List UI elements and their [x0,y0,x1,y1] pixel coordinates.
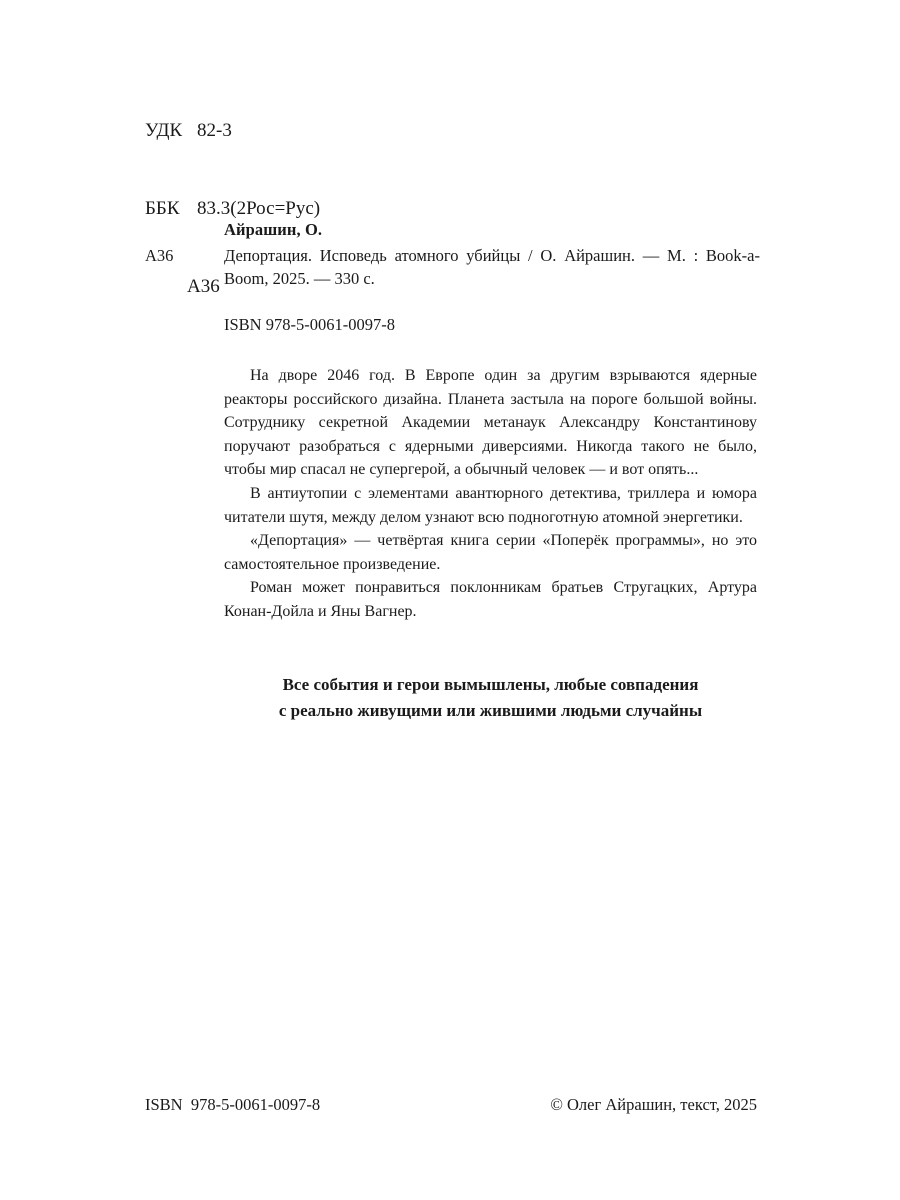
udk-value: 82-3 [197,120,232,141]
annotation-paragraph: На дворе 2046 год. В Европе один за другим взрываются ядерные реакторы российского дизайна. Планета застыла на пороге большой войны. Сотруднику секретной Академии метанаук Александру Константинову поручают разобраться с ядерными диверсиями. Никогда такого не было, чтобы мир спасал не супергерой, а обычный человек — и вот опять... [224,367,757,479]
bibliographic-record [145,218,760,336]
biblio-description: Депортация. Исповедь атомного убийцы / О. Айрашин. — М. : Book-a-Boom, 2025. — 330 с. [224,245,760,288]
disclaimer-line-2: с реально живущими или жившими людьми случайны [278,701,703,720]
annotation-block [224,364,757,624]
page-footer [145,1094,757,1116]
fiction-disclaimer [224,672,757,724]
annotation-paragraph: Роман может понравиться поклонникам братьев Стругацких, Артура Конан-Дойла и Яны Вагнер. [224,579,757,620]
biblio-isbn: ISBN 978-5-0061-0097-8 [224,314,395,334]
disclaimer-line-1: Все события и герои вымышлены, любые совпадения [282,675,699,694]
biblio-author: Айрашин, О. [224,220,323,239]
footer-copyright: © Олег Айрашин, текст, 2025 [550,1095,757,1114]
annotation-paragraph: «Депортация» — четвёртая книга серии «Поперёк программы», но это самостоятельное произведение. [224,532,757,573]
udk-line [145,118,320,144]
author-sign: А36 [187,276,220,297]
bbk-value: 83.3(2Рос=Рус) [197,198,321,219]
annotation-paragraph: В антиутопии с элементами авантюрного детектива, триллера и юмора читатели шутя, между делом узнают всю подноготную атомной энергетики. [224,484,757,526]
biblio-shelfmark: А36 [145,245,174,265]
udk-label: УДК [145,120,183,141]
biblio-description-row [145,244,760,291]
footer-isbn: ISBN 978-5-0061-0097-8 [145,1095,321,1114]
bbk-label: ББК [145,198,180,219]
